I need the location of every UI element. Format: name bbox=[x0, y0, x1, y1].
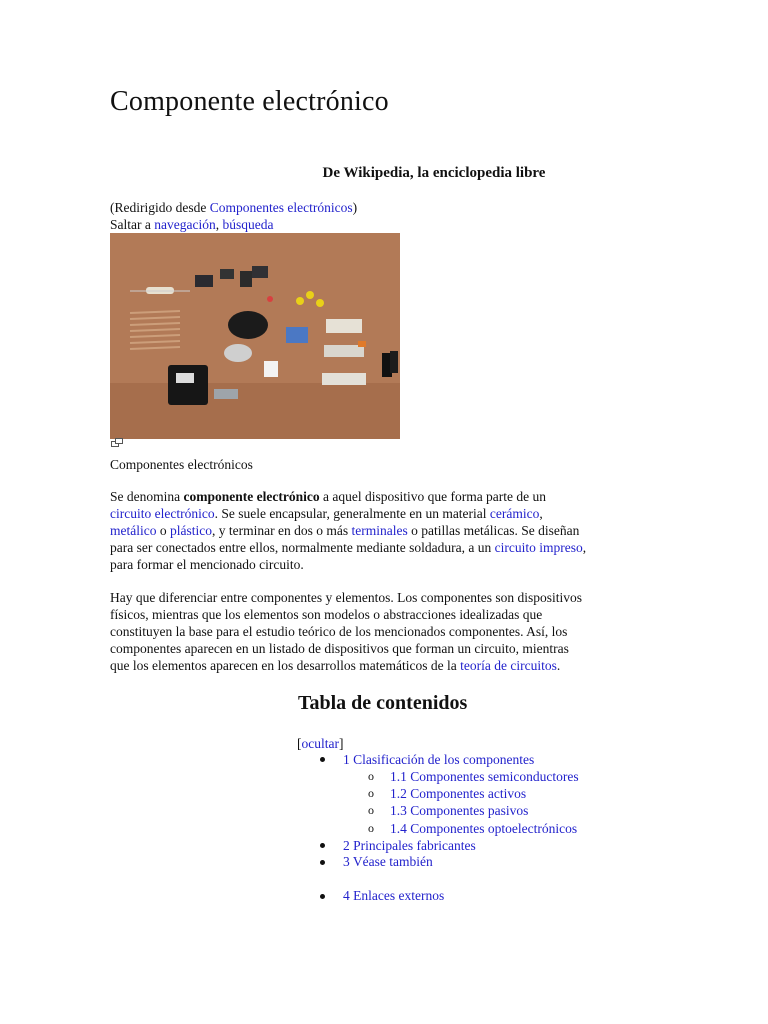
jump-navigation-link[interactable]: navegación bbox=[154, 217, 216, 232]
toc-bullet bbox=[320, 894, 325, 899]
p1-text-4: , bbox=[539, 506, 543, 521]
toc-bullet bbox=[320, 843, 325, 848]
toc-sub-bullet: o bbox=[368, 769, 374, 783]
toc-sub-bullet: o bbox=[368, 803, 374, 817]
p1-text-7: o patillas metálicas. Se diseñan bbox=[407, 523, 580, 538]
p2-line-2: físicos, mientras que los elementos son modelos o abstracciones idealizadas que bbox=[110, 607, 543, 622]
p1-text-9: , bbox=[582, 540, 587, 555]
link-circuito-impreso[interactable]: circuito impreso bbox=[494, 540, 583, 555]
toc-item-3[interactable]: 3 Véase también bbox=[343, 854, 433, 869]
toc-hide-open: [ bbox=[297, 736, 302, 751]
link-plastico[interactable]: plástico bbox=[169, 523, 212, 538]
toc-item-1-1[interactable]: 1.1 Componentes semiconductores bbox=[390, 769, 579, 784]
components-photo-drawing bbox=[110, 233, 400, 439]
p2-line-3: constituyen la base para el estudio teórico de los mencionados componentes. Así, los bbox=[110, 624, 568, 639]
image-caption: Componentes electrónicos bbox=[110, 457, 253, 472]
page-title: Componente electrónico bbox=[110, 86, 389, 117]
jump-prefix: Saltar a bbox=[110, 217, 155, 232]
p2-line-4: componentes aparecen en un listado de dispositivos que forman un circuito, mientras bbox=[110, 641, 569, 656]
redirect-note bbox=[110, 199, 357, 216]
redirect-link[interactable]: Componentes electrónicos bbox=[209, 200, 353, 215]
link-circuito-electronico[interactable]: circuito electrónico bbox=[110, 506, 215, 521]
p1-text-3: . Se suele encapsular, generalmente en un material bbox=[214, 506, 490, 521]
p2-last-text: que los elementos aparecen en los desarrollos matemáticos de la bbox=[110, 658, 461, 673]
link-terminales[interactable]: terminales bbox=[351, 523, 408, 538]
p1-line-2 bbox=[110, 505, 543, 522]
toc-item-1-4[interactable]: 1.4 Componentes optoelectrónicos bbox=[390, 821, 578, 836]
components-photo[interactable] bbox=[110, 233, 400, 439]
p1-text-6: , y terminar en dos o más bbox=[211, 523, 352, 538]
link-teoria-de-circuitos[interactable]: teoría de circuitos bbox=[460, 658, 557, 673]
jump-links bbox=[110, 216, 273, 233]
toc-hide-toggle bbox=[297, 735, 343, 752]
toc-title: Tabla de contenidos bbox=[298, 692, 468, 714]
p1-text-8: para ser conectados entre ellos, normalmente mediante soldadura, a un bbox=[110, 540, 495, 555]
p1-bold-term: componente electrónico bbox=[183, 489, 320, 504]
link-metalico[interactable]: metálico bbox=[110, 523, 157, 538]
link-ceramico[interactable]: cerámico bbox=[489, 506, 540, 521]
enlarge-icon[interactable] bbox=[111, 438, 125, 448]
jump-separator: , bbox=[215, 217, 223, 232]
p1-text-1: Se denomina bbox=[110, 489, 184, 504]
p1-text-2: a aquel dispositivo que forma parte de un bbox=[319, 489, 547, 504]
toc-item-1[interactable]: 1 Clasificación de los componentes bbox=[343, 752, 535, 767]
p2-end: . bbox=[556, 658, 561, 673]
toc-sub-bullet: o bbox=[368, 786, 374, 800]
toc-hide-close: ] bbox=[338, 736, 344, 751]
page-subtitle: De Wikipedia, la enciclopedia libre bbox=[322, 165, 546, 181]
toc-item-2[interactable]: 2 Principales fabricantes bbox=[343, 838, 476, 853]
toc-item-4[interactable]: 4 Enlaces externos bbox=[343, 888, 445, 903]
p1-line-3 bbox=[110, 522, 579, 539]
p1-line-1 bbox=[110, 488, 546, 505]
toc-bullet bbox=[320, 757, 325, 762]
toc-sub-bullet: o bbox=[368, 821, 374, 835]
redirect-prefix: (Redirigido desde bbox=[110, 200, 210, 215]
redirect-suffix: ) bbox=[352, 200, 358, 215]
p2-line-1: Hay que diferenciar entre componentes y elementos. Los componentes son dispositivos bbox=[110, 590, 583, 605]
p1-text-5: o bbox=[156, 523, 170, 538]
p1-line-4 bbox=[110, 539, 586, 556]
jump-search-link[interactable]: búsqueda bbox=[222, 217, 274, 232]
p1-line-5: para formar el mencionado circuito. bbox=[110, 557, 304, 572]
toc-item-1-3[interactable]: 1.3 Componentes pasivos bbox=[390, 803, 529, 818]
p2-line-5 bbox=[110, 657, 560, 674]
toc-hide-link[interactable]: ocultar bbox=[301, 736, 339, 751]
toc-bullet bbox=[320, 860, 325, 865]
toc-item-1-2[interactable]: 1.2 Componentes activos bbox=[390, 786, 527, 801]
